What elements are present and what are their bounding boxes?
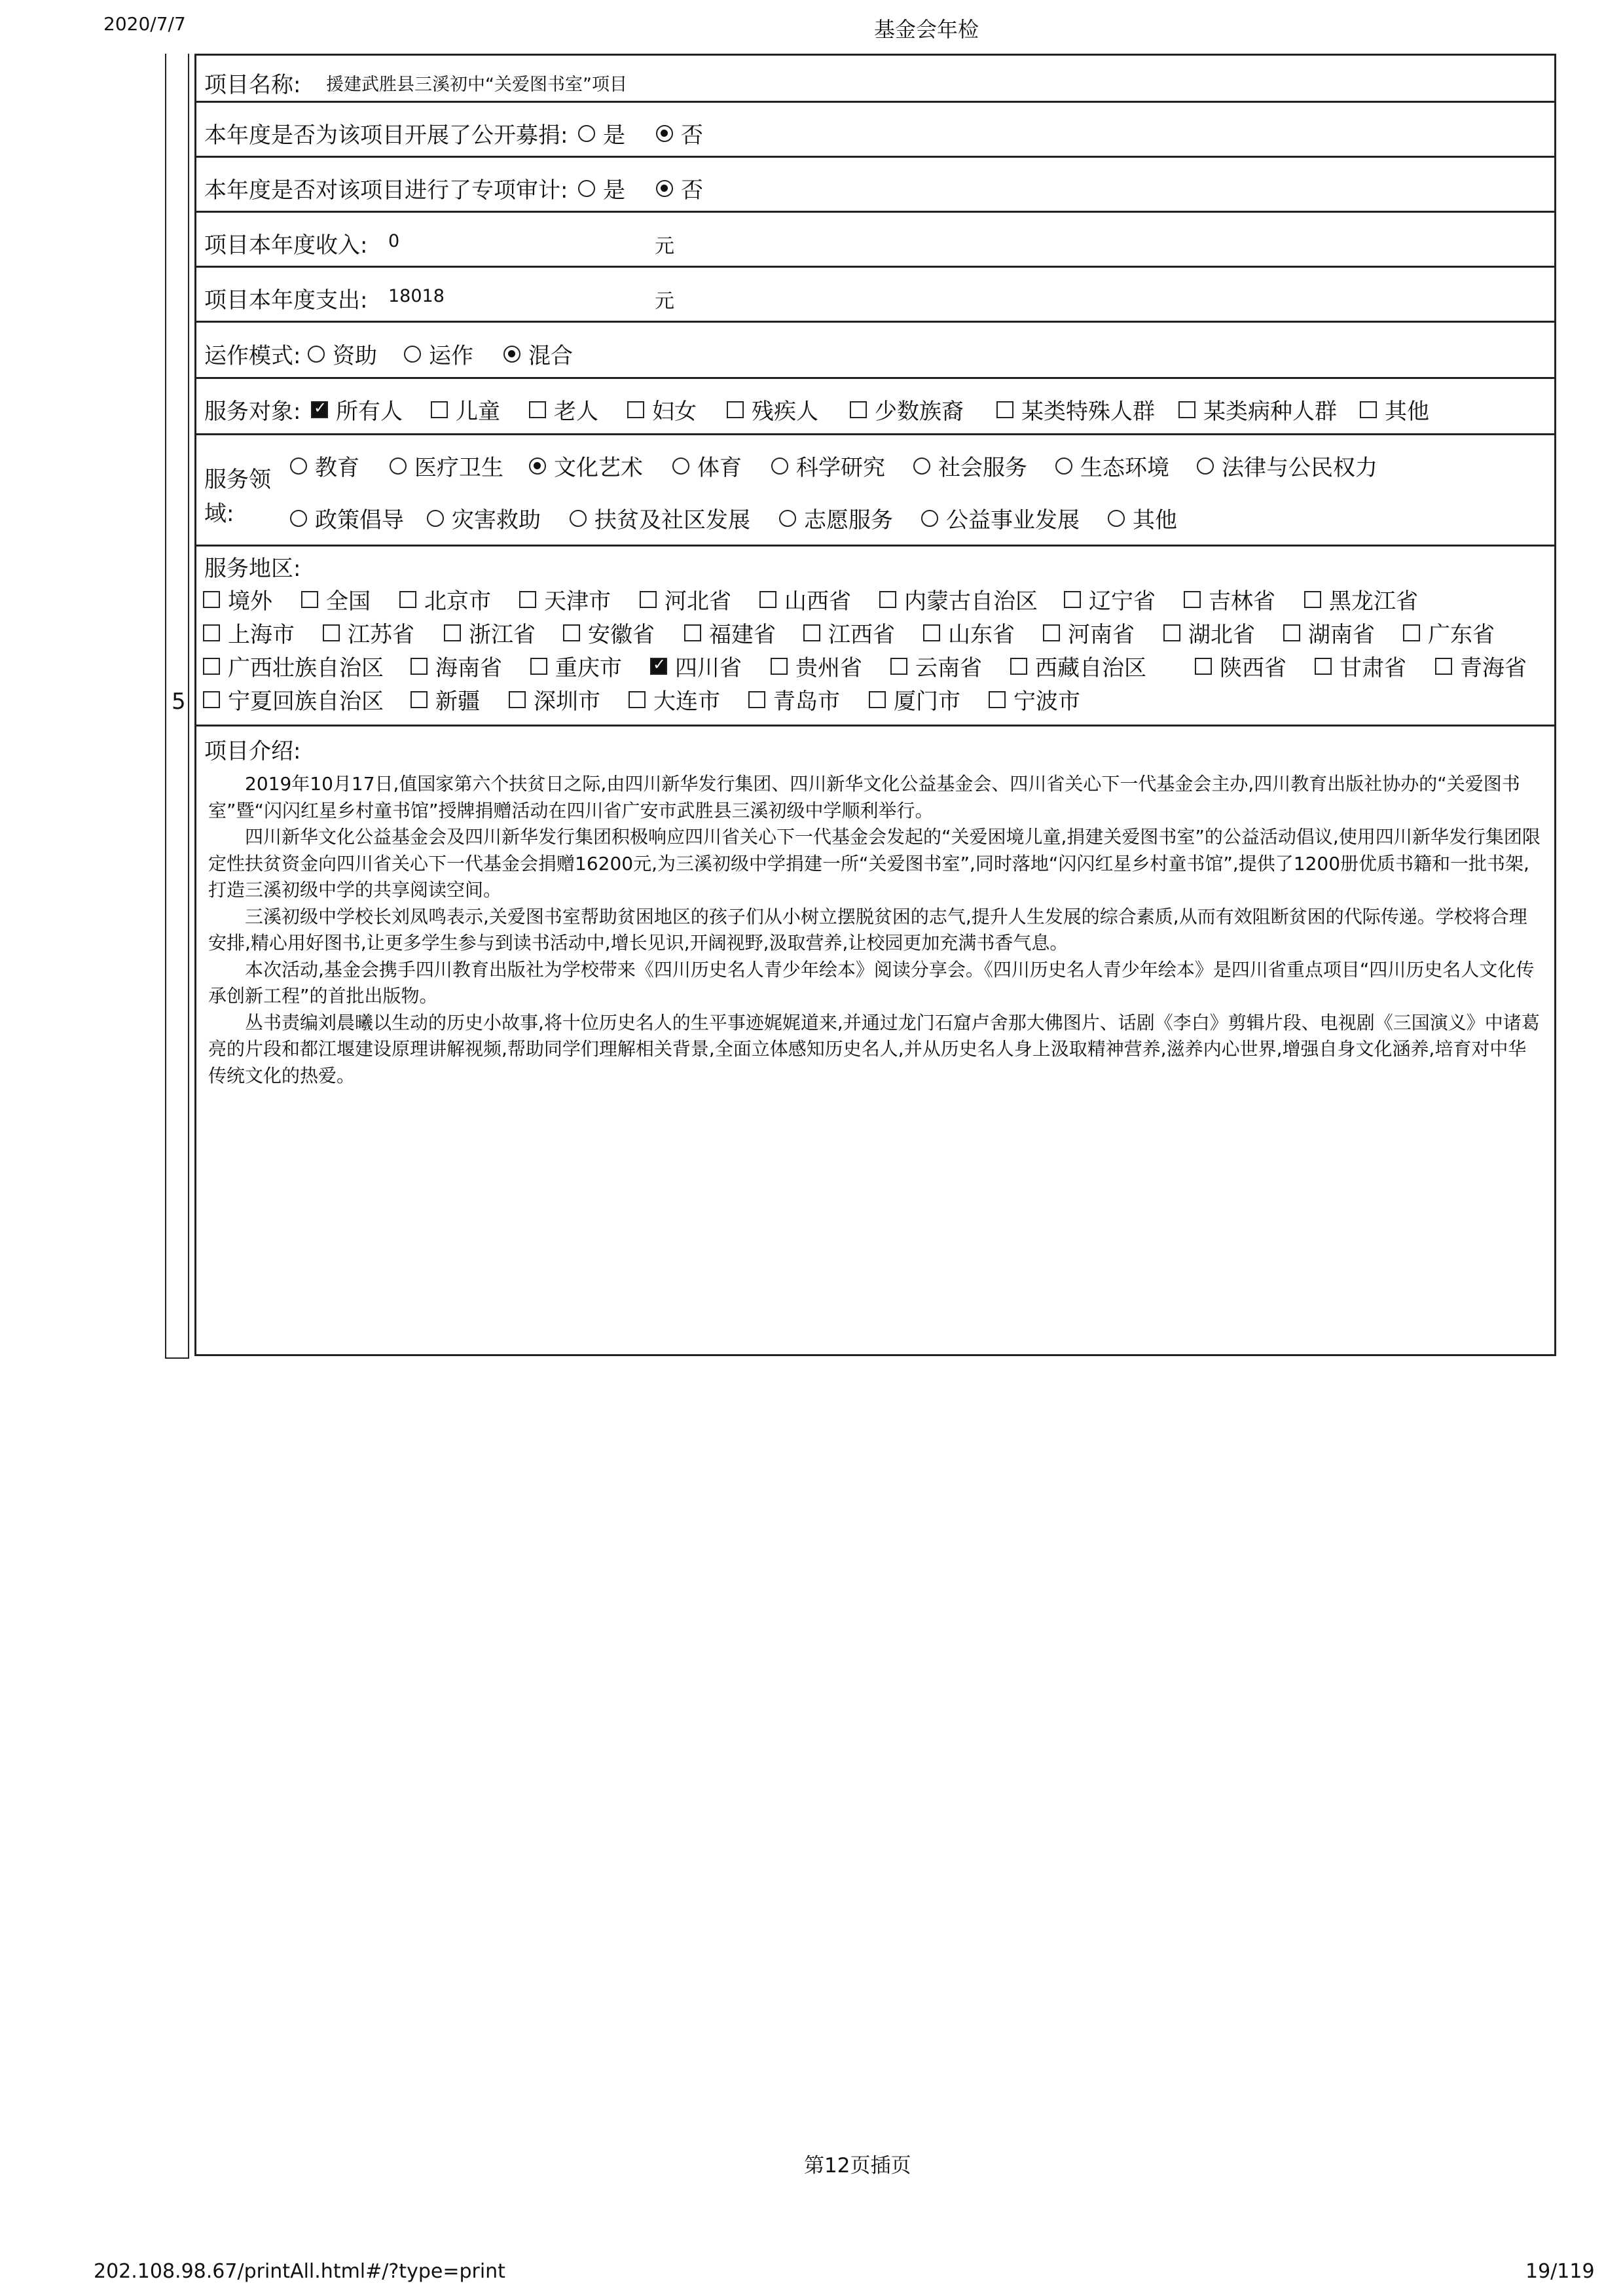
checkbox-icon — [727, 401, 744, 418]
checkbox-icon — [869, 691, 886, 708]
checkbox-icon — [850, 401, 867, 418]
region-shandong-checkbox[interactable]: 山东省 — [923, 617, 1015, 649]
field-volunteer-radio[interactable]: 志愿服务 — [779, 502, 893, 534]
target-special-group-checkbox[interactable]: 某类特殊人群 — [996, 393, 1155, 425]
checkbox-icon — [1304, 591, 1321, 608]
checkbox-icon — [890, 658, 907, 675]
service-region-label: 服务地区: — [204, 556, 301, 582]
page-count: 19/119 — [1525, 2260, 1595, 2283]
intro-paragraph: 丛书责编刘晨曦以生动的历史小故事,将十位历史名人的生平事迹娓娓道来,并通过龙门石窟卢舍那大佛图片、话剧《李白》剪辑片段、电视剧《三国演义》中诸葛亮的片段和都江堰建设原理讲解视频,帮助同学们理解相关背景,全面立体感知历史名人,并从历史名人身上汲取精神营养,滋养内心世界,增强自身文化涵养,培育对中华传统文化的热爱。 — [208, 1011, 1540, 1086]
income-unit: 元 — [655, 235, 674, 258]
checkbox-icon — [323, 624, 340, 641]
radio-icon — [578, 125, 595, 142]
expense-unit: 元 — [655, 290, 674, 313]
checkbox-icon — [640, 591, 657, 608]
field-law-radio[interactable]: 法律与公民权力 — [1197, 450, 1377, 482]
fundraising-row — [196, 103, 1554, 158]
region-national-checkbox[interactable]: 全国 — [301, 583, 371, 615]
region-anhui-checkbox[interactable]: 安徽省 — [563, 617, 655, 649]
region-shaanxi-checkbox[interactable]: 陕西省 — [1195, 650, 1286, 682]
checkbox-icon — [311, 401, 328, 418]
region-hubei-checkbox[interactable]: 湖北省 — [1163, 617, 1255, 649]
project-name-row — [196, 56, 1554, 103]
intro-paragraph: 四川新华文化公益基金会及四川新华发行集团积极响应四川省关心下一代基金会发起的“关爱困境儿童,捐建关爱图书室”的公益活动倡议,使用四川新华发行集团限定性扶贫资金向四川省关心下一代基金会捐赠16200元,为三溪初级中学捐建一所“关爱图书室”,同时落地“闪闪红星乡村童书馆”,提供了1200册优质书籍和一批书架,打造三溪初级中学的共享阅读空间。 — [208, 826, 1541, 901]
checkbox-icon — [1010, 658, 1027, 675]
service-target-row — [196, 379, 1554, 435]
checkbox-icon — [684, 624, 701, 641]
service-field-label: 服务领 — [204, 467, 271, 493]
project-name-value: 援建武胜县三溪初中“关爱图书室”项目 — [326, 75, 627, 95]
region-gansu-checkbox[interactable]: 甘肃省 — [1315, 650, 1406, 682]
print-url: 202.108.98.67/printAll.html#/?type=print — [94, 2260, 505, 2283]
region-xizang-checkbox[interactable]: 西藏自治区 — [1010, 650, 1146, 682]
region-zhejiang-checkbox[interactable]: 浙江省 — [444, 617, 536, 649]
service-region-row — [196, 547, 1554, 726]
checkbox-icon — [1184, 591, 1201, 608]
project-form-table — [194, 54, 1556, 1356]
print-date: 2020/7/7 — [103, 13, 186, 35]
checkbox-icon — [629, 691, 646, 708]
radio-icon — [921, 510, 938, 527]
checkbox-icon — [519, 591, 536, 608]
audit-no-radio[interactable]: 否 — [656, 172, 703, 204]
checkbox-icon — [1315, 658, 1332, 675]
field-disaster-radio[interactable]: 灾害救助 — [427, 502, 541, 534]
checkbox-icon — [923, 624, 940, 641]
checkbox-icon — [410, 658, 428, 675]
region-chongqing-checkbox[interactable]: 重庆市 — [530, 650, 622, 682]
radio-icon — [913, 457, 930, 475]
mode-grant-radio[interactable]: 资助 — [308, 338, 377, 370]
checkbox-icon — [1435, 658, 1452, 675]
region-beijing-checkbox[interactable]: 北京市 — [399, 583, 491, 615]
checkbox-icon — [203, 691, 220, 708]
target-ethnic-checkbox[interactable]: 少数族裔 — [850, 393, 964, 425]
radio-icon — [290, 510, 307, 527]
service-field-row — [196, 435, 1554, 547]
checkbox-icon — [410, 691, 428, 708]
field-social-service-radio[interactable]: 社会服务 — [913, 450, 1027, 482]
checkbox-icon — [444, 624, 461, 641]
page-note: 第12页插页 — [804, 2154, 911, 2178]
region-heilongjiang-checkbox[interactable]: 黑龙江省 — [1304, 583, 1418, 615]
radio-icon — [656, 180, 673, 197]
region-yunnan-checkbox[interactable]: 云南省 — [890, 650, 982, 682]
radio-icon — [779, 510, 796, 527]
radio-icon — [427, 510, 444, 527]
region-guangxi-checkbox[interactable]: 广西壮族自治区 — [203, 650, 384, 682]
field-health-radio[interactable]: 医疗卫生 — [390, 450, 503, 482]
radio-icon — [656, 125, 673, 142]
checkbox-icon — [301, 591, 318, 608]
region-qingdao-checkbox[interactable]: 青岛市 — [748, 683, 840, 715]
checkbox-icon — [1043, 624, 1060, 641]
fundraising-yes-radio[interactable]: 是 — [578, 117, 625, 149]
region-shenzhen-checkbox[interactable]: 深圳市 — [509, 683, 600, 715]
row-number: 5 — [172, 689, 186, 715]
mode-operate-radio[interactable]: 运作 — [404, 338, 473, 370]
checkbox-icon — [650, 658, 667, 675]
frame-line — [165, 1357, 189, 1359]
target-all-checkbox[interactable]: ✓ 所有人 — [311, 393, 403, 425]
target-other-checkbox[interactable]: 其他 — [1360, 393, 1429, 425]
checkbox-icon — [563, 624, 580, 641]
intro-paragraph: 三溪初级中学校长刘凤鸣表示,关爱图书室帮助贫困地区的孩子们从小树立摆脱贫困的志气,提升人生发展的综合素质,从而有效阻断贫困的代际传递。学校将合理安排,精心用好图书,让更多学生参与到读书活动中,增长见识,开阔视野,汲取营养,让校园更加充满书香气息。 — [208, 905, 1527, 954]
audit-row — [196, 158, 1554, 213]
checkbox-icon — [1195, 658, 1212, 675]
region-guangdong-checkbox[interactable]: 广东省 — [1403, 617, 1495, 649]
region-ningbo-checkbox[interactable]: 宁波市 — [989, 683, 1080, 715]
checkbox-icon — [803, 624, 820, 641]
intro-paragraph: 本次活动,基金会携手四川教育出版社为学校带来《四川历史名人青少年绘本》阅读分享会。《四川历史名人青少年绘本》是四川省重点项目“四川历史名人文化传承创新工程”的首批出版物。 — [208, 958, 1535, 1007]
field-policy-radio[interactable]: 政策倡导 — [290, 502, 404, 534]
checkbox-icon — [879, 591, 896, 608]
intro-row — [196, 726, 1554, 1354]
field-ecology-radio[interactable]: 生态环境 — [1055, 450, 1169, 482]
radio-icon — [529, 457, 546, 475]
operation-mode-row — [196, 323, 1554, 379]
region-fujian-checkbox[interactable]: 福建省 — [684, 617, 776, 649]
target-elderly-checkbox[interactable]: 老人 — [529, 393, 598, 425]
radio-icon — [672, 457, 689, 475]
intro-label: 项目介绍: — [204, 738, 301, 764]
intro-text — [208, 771, 1541, 1089]
checkbox-icon — [203, 624, 220, 641]
intro-paragraph: 2019年10月17日,值国家第六个扶贫日之际,由四川新华发行集团、四川新华文化公益基金会、四川省关心下一代基金会主办,四川教育出版社协办的“关爱图书室”暨“闪闪红星乡村童书馆”授牌捐赠活动在四川省广安市武胜县三溪初级中学顺利举行。 — [208, 773, 1520, 821]
checkbox-icon — [771, 658, 788, 675]
expense-label: 项目本年度支出: — [204, 287, 368, 314]
checkbox-icon — [431, 401, 448, 418]
service-field-label: 域: — [204, 501, 234, 527]
field-culture-radio[interactable]: 文化艺术 — [529, 450, 643, 482]
checkbox-icon — [748, 691, 765, 708]
radio-icon — [771, 457, 788, 475]
expense-row — [196, 268, 1554, 323]
checkbox-icon — [1178, 401, 1195, 418]
checkbox-icon — [627, 401, 644, 418]
checkbox-icon — [989, 691, 1006, 708]
income-value: 0 — [388, 231, 400, 251]
income-row — [196, 213, 1554, 268]
radio-icon — [308, 346, 325, 363]
mode-mixed-radio[interactable]: 混合 — [503, 338, 573, 370]
checkbox-icon — [530, 658, 547, 675]
region-hunan-checkbox[interactable]: 湖南省 — [1283, 617, 1375, 649]
field-science-radio[interactable]: 科学研究 — [771, 450, 885, 482]
operation-mode-label: 运作模式: — [204, 343, 301, 369]
frame-line — [188, 54, 189, 1359]
target-disabled-checkbox[interactable]: 残疾人 — [727, 393, 818, 425]
radio-icon — [390, 457, 407, 475]
checkbox-icon — [1360, 401, 1377, 418]
field-sports-radio[interactable]: 体育 — [672, 450, 742, 482]
region-hebei-checkbox[interactable]: 河北省 — [640, 583, 731, 615]
region-xinjiang-checkbox[interactable]: 新疆 — [410, 683, 480, 715]
radio-icon — [570, 510, 587, 527]
radio-icon — [1055, 457, 1072, 475]
region-qinghai-checkbox[interactable]: 青海省 — [1435, 650, 1527, 682]
region-dalian-checkbox[interactable]: 大连市 — [629, 683, 720, 715]
radio-icon — [1108, 510, 1125, 527]
fundraising-label: 本年度是否为该项目开展了公开募捐: — [204, 122, 568, 149]
checkbox-icon — [399, 591, 416, 608]
checkbox-icon — [1283, 624, 1300, 641]
project-name-label: 项目名称: — [204, 72, 301, 98]
region-jilin-checkbox[interactable]: 吉林省 — [1184, 583, 1275, 615]
expense-value: 18018 — [388, 286, 445, 306]
field-education-radio[interactable]: 教育 — [290, 450, 359, 482]
region-ningxia-checkbox[interactable]: 宁夏回族自治区 — [203, 683, 384, 715]
checkbox-icon — [1163, 624, 1180, 641]
frame-line — [165, 54, 166, 1359]
region-liaoning-checkbox[interactable]: 辽宁省 — [1064, 583, 1156, 615]
region-henan-checkbox[interactable]: 河南省 — [1043, 617, 1135, 649]
fundraising-no-radio[interactable]: 否 — [656, 117, 703, 149]
radio-icon — [503, 346, 520, 363]
region-tianjin-checkbox[interactable]: 天津市 — [519, 583, 611, 615]
region-xiamen-checkbox[interactable]: 厦门市 — [869, 683, 960, 715]
checkbox-icon — [1403, 624, 1420, 641]
checkbox-icon — [759, 591, 776, 608]
radio-icon — [290, 457, 307, 475]
checkbox-icon — [203, 658, 220, 675]
checkbox-icon — [996, 401, 1013, 418]
region-hainan-checkbox[interactable]: 海南省 — [410, 650, 502, 682]
radio-icon — [404, 346, 421, 363]
target-women-checkbox[interactable]: 妇女 — [627, 393, 697, 425]
checkbox-icon — [203, 591, 220, 608]
region-shanxi-checkbox[interactable]: 山西省 — [759, 583, 851, 615]
region-guizhou-checkbox[interactable]: 贵州省 — [771, 650, 862, 682]
checkbox-icon — [529, 401, 546, 418]
region-sichuan-checkbox[interactable]: ✓ 四川省 — [650, 650, 742, 682]
service-target-label: 服务对象: — [204, 399, 301, 425]
radio-icon — [578, 180, 595, 197]
region-jiangxi-checkbox[interactable]: 江西省 — [803, 617, 895, 649]
page-title: 基金会年检 — [874, 17, 979, 42]
checkbox-icon — [1064, 591, 1081, 608]
audit-yes-radio[interactable]: 是 — [578, 172, 625, 204]
audit-label: 本年度是否对该项目进行了专项审计: — [204, 177, 568, 204]
field-other-radio[interactable]: 其他 — [1108, 502, 1177, 534]
region-neimenggu-checkbox[interactable]: 内蒙古自治区 — [879, 583, 1038, 615]
region-overseas-checkbox[interactable]: 境外 — [203, 583, 272, 615]
field-poverty-radio[interactable]: 扶贫及社区发展 — [570, 502, 750, 534]
checkbox-icon — [509, 691, 526, 708]
field-charity-radio[interactable]: 公益事业发展 — [921, 502, 1080, 534]
region-jiangsu-checkbox[interactable]: 江苏省 — [323, 617, 414, 649]
radio-icon — [1197, 457, 1214, 475]
income-label: 项目本年度收入: — [204, 232, 368, 259]
target-patient-group-checkbox[interactable]: 某类病种人群 — [1178, 393, 1337, 425]
region-shanghai-checkbox[interactable]: 上海市 — [203, 617, 295, 649]
target-children-checkbox[interactable]: 儿童 — [431, 393, 500, 425]
